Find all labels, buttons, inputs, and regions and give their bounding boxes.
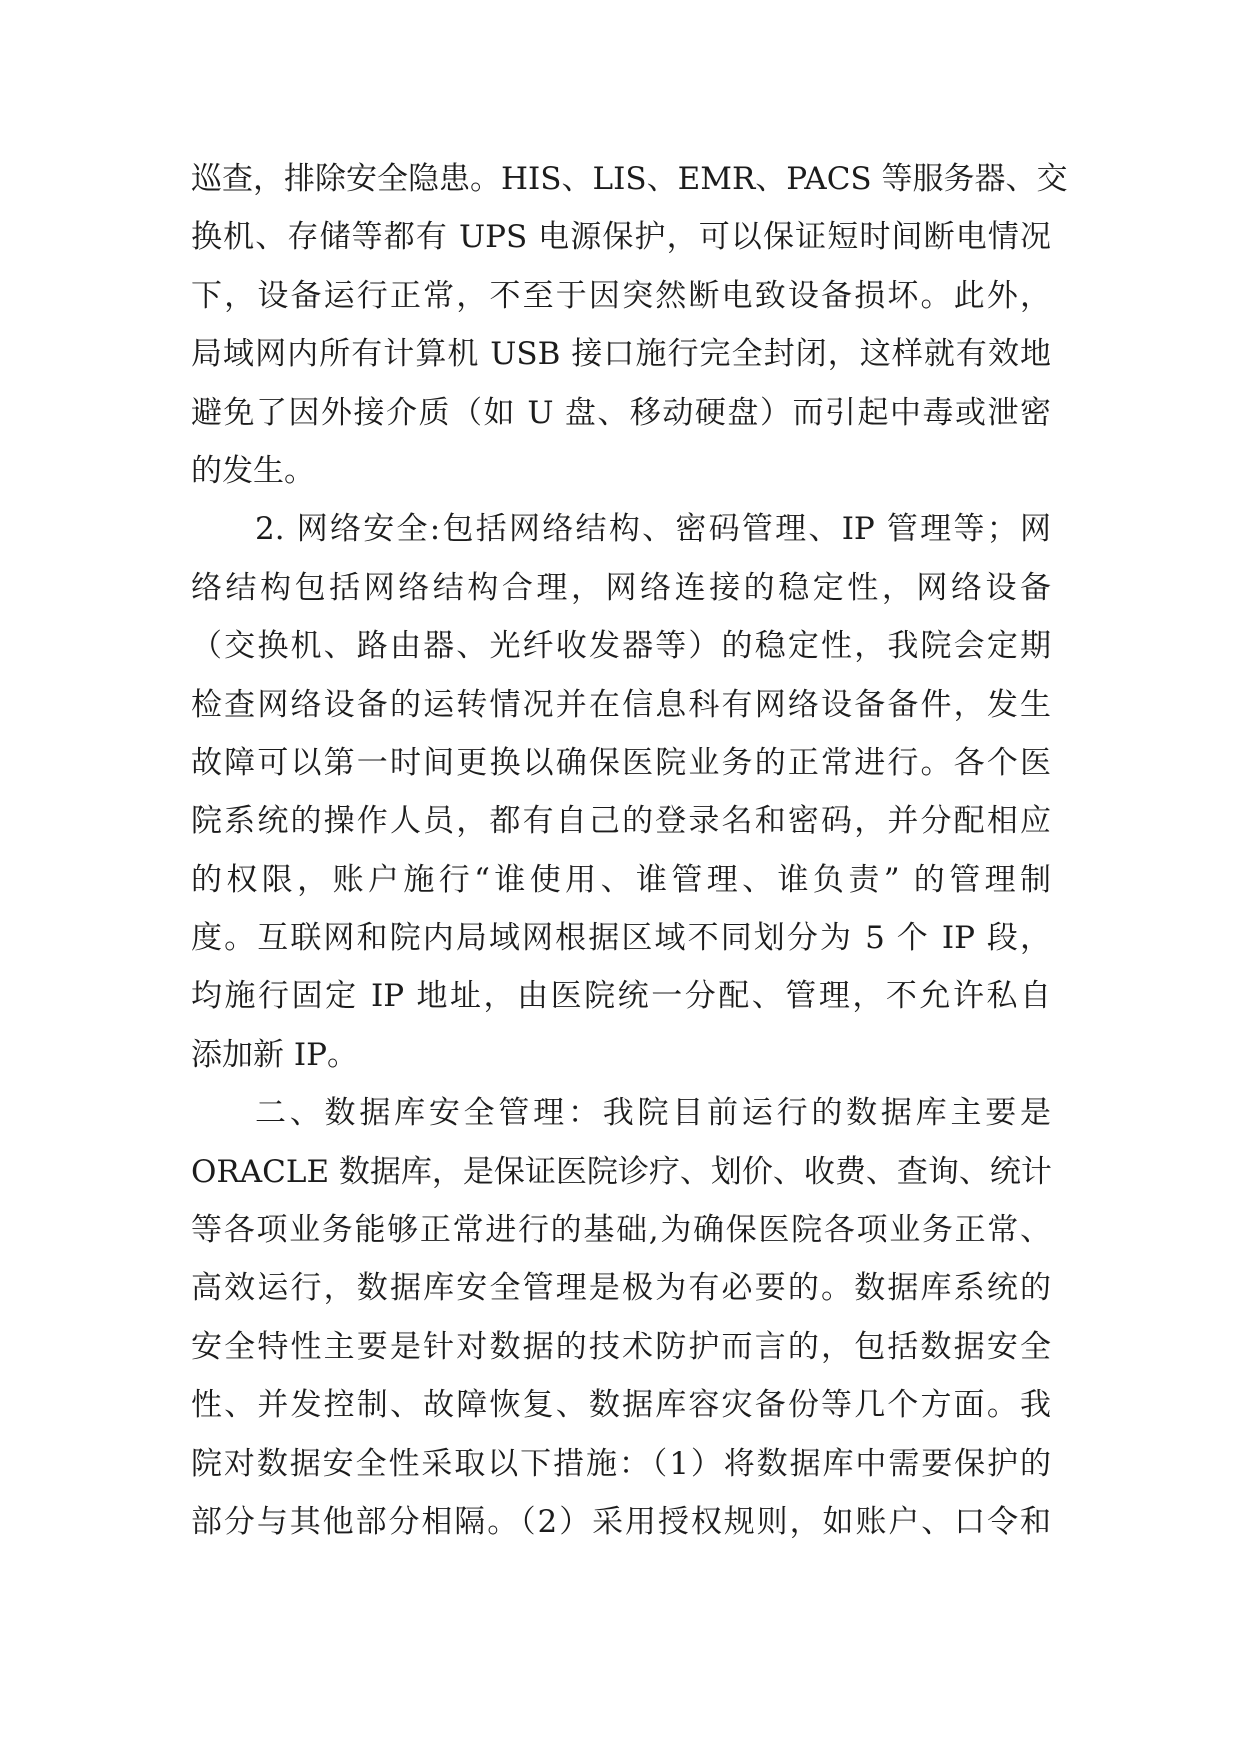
text-line: 安全特性主要是针对数据的技术防护而言的，包括数据安全: [191, 1328, 1051, 1365]
text-line: 院对数据安全性采取以下措施：（1）将数据库中需要保护的: [191, 1445, 1051, 1482]
text-line: 络结构包括网络结构合理，网络连接的稳定性，网络设备: [191, 569, 1051, 606]
text-line: 均施行固定 IP 地址，由医院统一分配、管理，不允许私自: [191, 978, 1051, 1015]
text-line: 高效运行，数据库安全管理是极为有必要的。数据库系统的: [191, 1270, 1051, 1307]
text-line: 的发生。: [191, 452, 315, 489]
text-line: 二、数据库安全管理：我院目前运行的数据库主要是: [255, 1095, 1051, 1132]
text-line: 添加新 IP。: [191, 1036, 358, 1073]
text-line: 的权限，账户施行“谁使用、谁管理、谁负责” 的管理制: [191, 861, 1051, 898]
text-line: 等各项业务能够正常进行的基础,为确保医院各项业务正常、: [191, 1212, 1051, 1249]
body-text: [191, 150, 1068, 1551]
text-line: 检查网络设备的运转情况并在信息科有网络设备备件，发生: [191, 686, 1051, 723]
text-line: 故障可以第一时间更换以确保医院业务的正常进行。各个医: [191, 744, 1051, 781]
text-line: 性、并发控制、故障恢复、数据库容灾备份等几个方面。我: [191, 1387, 1051, 1424]
text-line: 2. 网络安全:包括网络结构、密码管理、IP 管理等；网: [255, 511, 1051, 548]
text-line: 院系统的操作人员，都有自己的登录名和密码，并分配相应: [191, 803, 1051, 840]
text-line: 避免了因外接介质（如 U 盘、移动硬盘）而引起中毒或泄密: [191, 394, 1051, 431]
text-line: 部分与其他部分相隔。（2）采用授权规则，如账户、口令和: [191, 1503, 1051, 1540]
text-line: ORACLE 数据库，是保证医院诊疗、划价、收费、查询、统计: [191, 1153, 1052, 1190]
text-line: 下，设备运行正常，不至于因突然断电致设备损坏。此外，: [191, 277, 1051, 314]
text-line: （交换机、路由器、光纤收发器等）的稳定性，我院会定期: [191, 628, 1051, 665]
text-line: 换机、存储等都有 UPS 电源保护，可以保证短时间断电情况: [191, 219, 1051, 256]
text-line: 度。互联网和院内局域网根据区域不同划分为 5 个 IP 段，: [191, 920, 1051, 957]
text-line: 局域网内所有计算机 USB 接口施行完全封闭，这样就有效地: [191, 336, 1051, 373]
text-line: 巡查，排除安全隐患。HIS、LIS、EMR、PACS 等服务器、交: [191, 161, 1068, 197]
